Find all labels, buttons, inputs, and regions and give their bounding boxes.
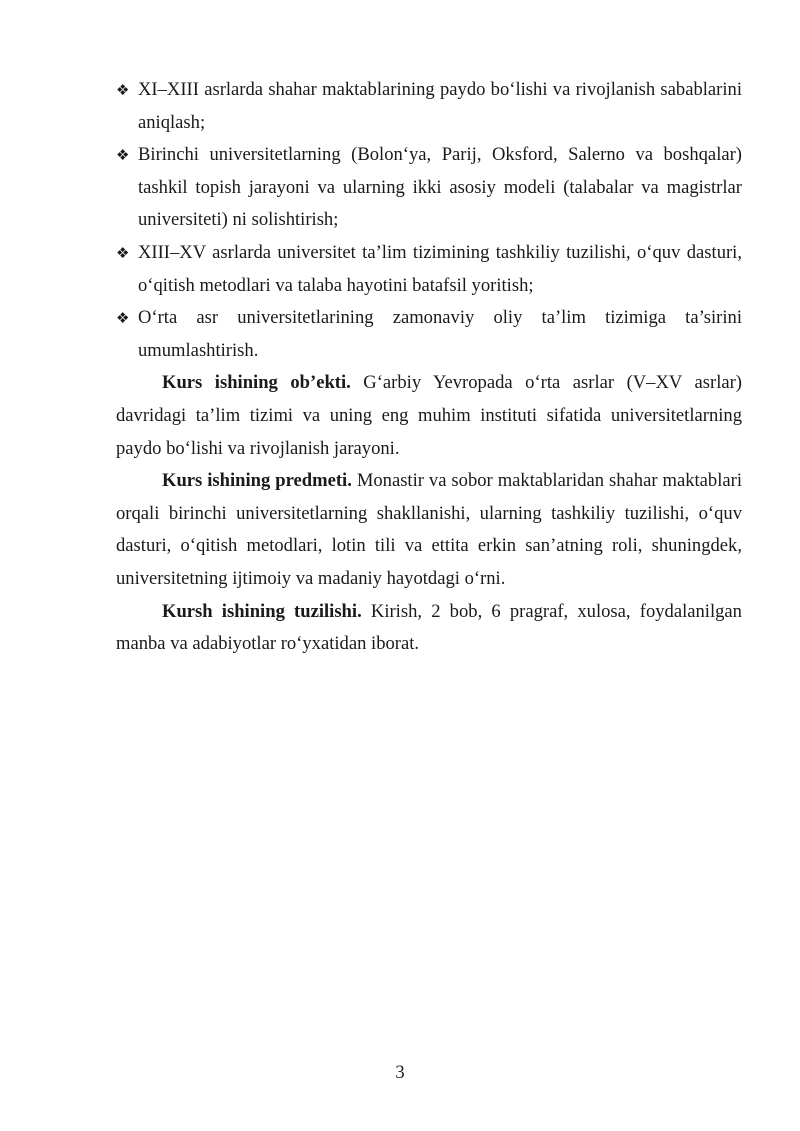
objectives-list [116,74,742,367]
list-item [116,74,742,139]
document-page [116,74,742,661]
list-item [116,237,742,302]
object-paragraph [116,367,742,465]
list-item [116,302,742,367]
diamond-bullet-icon: ❖ [116,146,130,165]
list-item-text: O‘rta asr universitetlarining zamonaviy oliy ta’lim tizimiga ta’sirini umumlashtirish. [138,307,742,361]
diamond-bullet-icon: ❖ [116,81,130,99]
list-item [116,139,742,237]
list-item-text: XI–XIII asrlarda shahar maktablarining paydo bo‘lishi va rivojlanish sabablarini aniqlash; [138,79,742,133]
subject-paragraph [116,465,742,595]
subject-text: Monastir va sobor maktablaridan shahar maktablari orqali birinchi universitetlarning shakllanishi, ularning tashkiliy tuzilishi, o‘quv dasturi, o‘qitish metodlari, lotin tili va ettita erkin san’atning roli, shuningdek, universitetning ijtimoiy va madaniy hayotdagi o‘rni. [116,470,742,589]
list-item-text: Birinchi universitetlarning (Bolon‘ya, Parij, Oksford, Salerno va boshqalar) tashkil topish jarayoni va ularning ikki asosiy modeli (talabalar va magistrlar universiteti) ni solishtirish; [138,144,742,231]
object-heading: Kurs ishining ob’ekti. [162,372,351,394]
structure-heading: Kursh ishining tuzilishi. [162,600,362,622]
object-text: G‘arbiy Yevropada o‘rta asrlar (V–XV asrlar) davridagi ta’lim tizimi va uning eng muhim instituti sifatida universitetlarning paydo bo‘lishi va rivojlanish jarayoni. [116,372,742,459]
diamond-bullet-icon: ❖ [116,309,130,328]
structure-text: Kirish, 2 bob, 6 pragraf, xulosa, foydalanilgan manba va adabiyotlar ro‘yxatidan iborat. [116,600,742,655]
diamond-bullet-icon: ❖ [116,243,130,262]
subject-heading: Kurs ishining predmeti. [162,470,352,492]
structure-paragraph [116,596,742,661]
page-number: 3 [395,1062,405,1083]
list-item-text: XIII–XV asrlarda universitet ta’lim tizimining tashkiliy tuzilishi, o‘quv dasturi, o‘qitish metodlari va talaba hayotini batafsil yoritish; [138,241,742,296]
